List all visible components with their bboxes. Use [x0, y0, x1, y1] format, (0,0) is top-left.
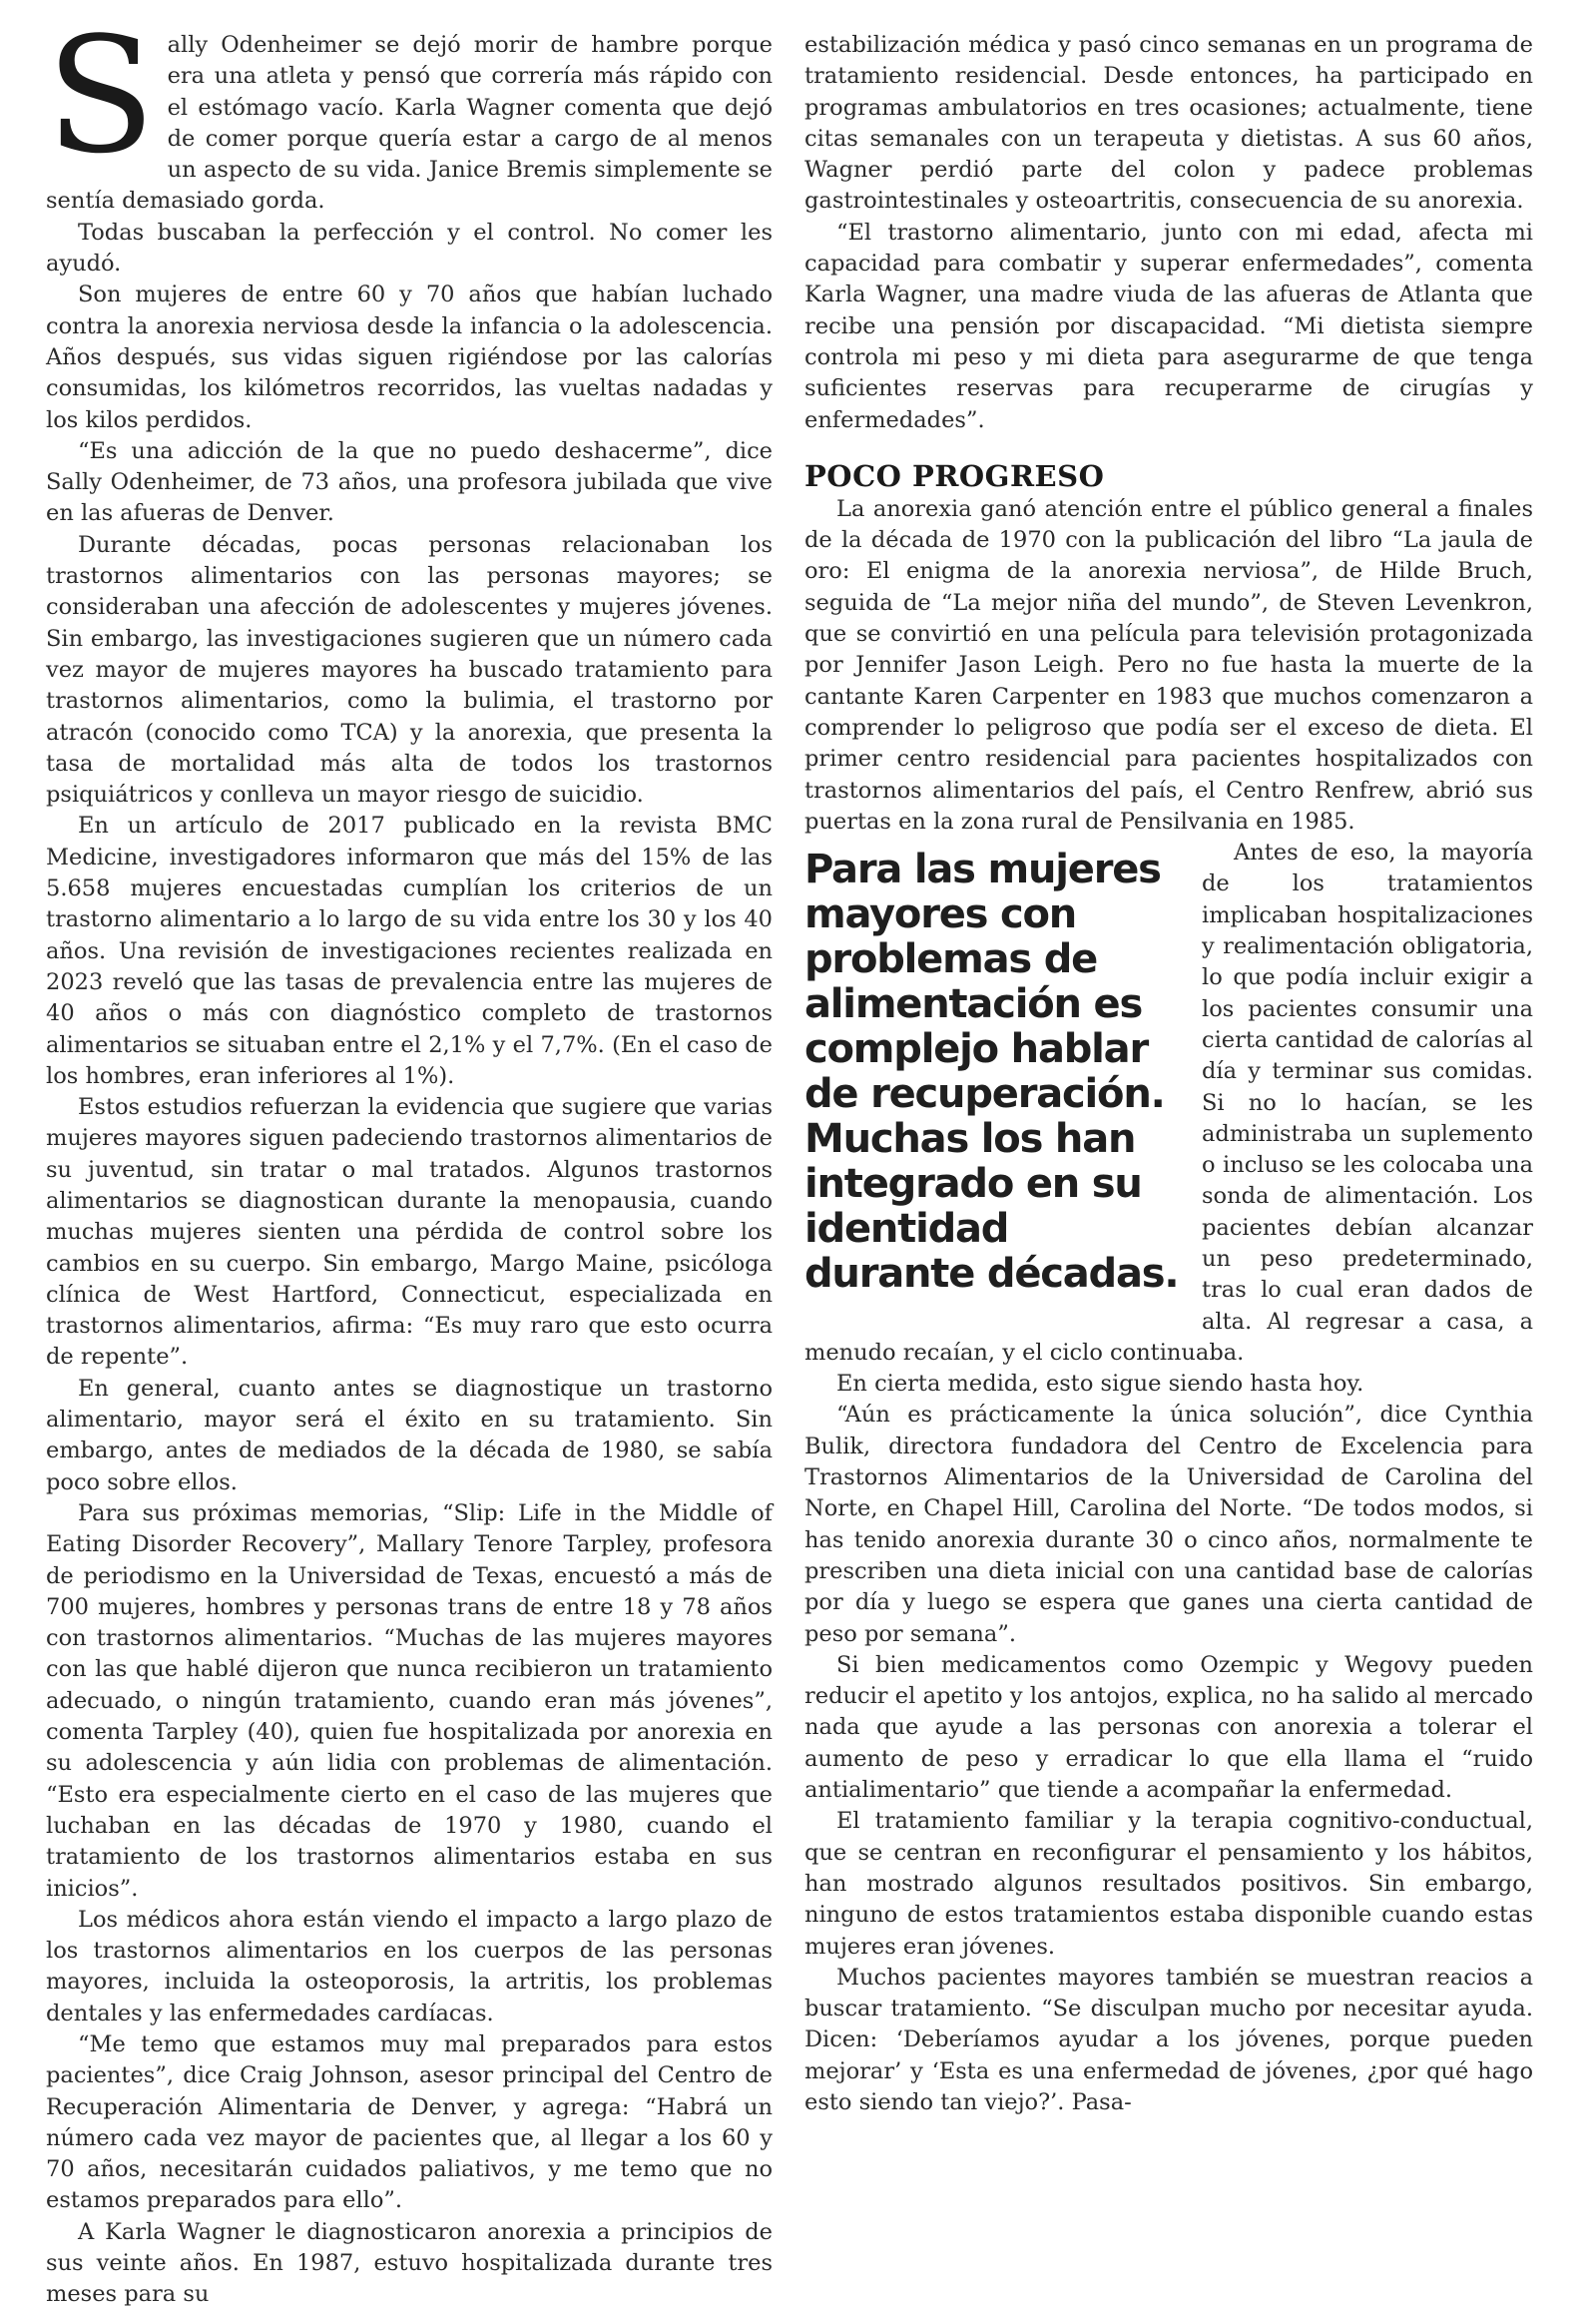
body-paragraph: Todas buscaban la perfección y el control. No comer les ayudó.	[46, 219, 773, 278]
lead-paragraph-text: ally Odenheimer se dejó morir de hambre porque era una atleta y pensó que correría más rápido con el estómago vacío. Karla Wagner comenta que dejó de comer porque quería estar a cargo de al menos un aspecto de su vida. Janice Bremis simplemente se sentía demasiado gorda.	[46, 32, 773, 215]
body-paragraph: Los médicos ahora están viendo el impacto a largo plazo de los trastornos alimentarios en los cuerpos de las personas mayores, incluida la osteoporosis, la artritis, los problemas dentales y las enfermedades cardíacas.	[46, 1906, 773, 2026]
lead-paragraph	[46, 2, 773, 218]
body-paragraph: Antes de eso, la mayoría de los tratamientos implicaban hospitalizaciones y realimentación obligatoria, lo que podía incluir exigir a los pacientes consumir una cierta cantidad de calorías al día y terminar sus comidas. Si no lo hacían, se les administraba un suplemento o incluso se les colocaba una sonda de alimentación. Los pacientes debían alcanzar un peso predeterminado, tras lo cual eran dados de alta. Al regresar a casa, a menudo recaían, y el ciclo continuaba.	[804, 840, 1533, 1366]
body-paragraph: “Aún es prácticamente la única solución”, dice Cynthia Bulik, directora fundadora del Centro de Excelencia para Trastornos Alimentarios de la Universidad de Carolina del Norte, en Chapel Hill, Carolina del Norte. “De todos modos, si has tenido anorexia durante 30 o cinco años, normalmente te prescriben una dieta inicial con una cantidad base de calorías por día y luego se espera que ganes una cierta cantidad de peso por semana”.	[804, 1402, 1533, 1647]
body-paragraph: “Me temo que estamos muy mal preparados para estos pacientes”, dice Craig Johnson, asesor principal del Centro de Recuperación Alimentaria de Denver, y agrega: “Habrá un número cada vez mayor de pacientes que, al llegar a los 60 y 70 años, necesitarán cuidados paliativos, y me temo que no estamos preparados para ello”.	[46, 2031, 773, 2214]
body-paragraph: En un artículo de 2017 publicado en la revista BMC Medicine, investigadores informaron que más del 15% de las 5.658 mujeres encuestadas cumplían los criterios de un trastorno alimentario a lo largo de su vida entre los 30 y los 40 años. Una revisión de investigaciones recientes realizada en 2023 reveló que las tasas de prevalencia entre las mujeres de 40 años o más con diagnóstico completo de trastornos alimentarios se situaban entre el 2,1% y el 7,7%. (En el caso de los hombres, eran inferiores al 1%).	[46, 813, 773, 1089]
body-paragraph: Durante décadas, pocas personas relacionaban los trastornos alimentarios con las personas mayores; se consideraban una afección de adolescentes y mujeres jóvenes. Sin embargo, las investigaciones sugieren que un número cada vez mayor de mujeres mayores ha buscado tratamiento para trastornos alimentarios, como la bulimia, el trastorno por atracón (conocido como TCA) y la anorexia, que presenta la tasa de mortalidad más alta de todos los trastornos psiquiátricos y conlleva un mayor riesgo de suicidio.	[46, 531, 773, 809]
body-paragraph: El tratamiento familiar y la terapia cognitivo-conductual, que se centran en reconfigurar el pensamiento y los hábitos, han mostrado algunos resultados positivos. Sin embargo, ninguno de estos tratamientos estaba disponible cuando estas mujeres eran jóvenes.	[804, 1808, 1533, 1960]
body-paragraph: “Es una adicción de la que no puedo deshacerme”, dice Sally Odenheimer, de 73 años, una profesora jubilada que vive en las afueras de Denver.	[46, 437, 773, 527]
body-paragraph: A Karla Wagner le diagnosticaron anorexia a principios de sus veinte años. En 1987, estuvo hospitalizada durante tres meses para su	[46, 2218, 773, 2308]
right-column	[804, 30, 1533, 2118]
body-paragraph: Muchos pacientes mayores también se muestran reacios a buscar tratamiento. “Se disculpan mucho por necesitar ayuda. Dicen: ‘Deberíamos ayudar a los jóvenes, porque pueden mejorar’ y ‘Esta es una enfermedad de jóvenes, ¿por qué hago esto siendo tan viejo?’. Pasa-	[804, 1964, 1533, 2115]
section-heading: POCO PROGRESO	[804, 458, 1105, 493]
left-column	[46, 2, 773, 2311]
body-paragraph: Son mujeres de entre 60 y 70 años que habían luchado contra la anorexia nerviosa desde la infancia o la adolescencia. Años después, sus vidas siguen rigiéndose por las calorías consumidas, los kilómetros recorridos, las vueltas nadadas y los kilos perdidos.	[46, 282, 773, 433]
continuation-paragraph: estabilización médica y pasó cinco semanas en un programa de tratamiento residencial. Desde entonces, ha participado en programas ambulatorios en tres ocasiones; actualmente, tiene citas semanales con un terapeuta y dietistas. A sus 60 años, Wagner perdió parte del colon y padece problemas gastrointestinales y osteoartritis, consecuencia de su anorexia.	[804, 32, 1533, 215]
body-paragraph: En cierta medida, esto sigue siendo hasta hoy.	[836, 1371, 1364, 1398]
body-paragraph: “El trastorno alimentario, junto con mi edad, afecta mi capacidad para combatir y superar enfermedades”, comenta Karla Wagner, una madre viuda de las afueras de Atlanta que recibe una pensión por discapacidad. “Mi dietista siempre controla mi peso y mi dieta para asegurarme de que tenga suficientes reservas para recuperarme de cirugías y enfermedades”.	[804, 219, 1533, 433]
body-paragraph: En general, cuanto antes se diagnostique un trastorno alimentario, mayor será el éxito en su tratamiento. Sin embargo, antes de mediados de la década de 1980, se sabía poco sobre ellos.	[46, 1375, 773, 1495]
body-paragraph: La anorexia ganó atención entre el público general a finales de la década de 1970 con la publicación del libro “La jaula de oro: El enigma de la anorexia nerviosa”, de Hilde Bruch, seguida de “La mejor niña del mundo”, de Steven Levenkron, que se convirtió en una película para televisión protagonizada por Jennifer Jason Leigh. Pero no fue hasta la muerte de la cantante Karen Carpenter en 1983 que muchos comenzaron a comprender lo peligroso que podía ser el exceso de dieta. El primer centro residencial para pacientes hospitalizados con trastornos alimentarios del país, el Centro Renfrew, abrió sus puertas en la zona rural de Pensilvania en 1985.	[804, 495, 1533, 835]
body-paragraph: Estos estudios refuerzan la evidencia que sugiere que varias mujeres mayores siguen padeciendo trastornos alimentarios de su juventud, sin tratar o mal tratados. Algunos trastornos alimentarios se diagnostican durante la menopausia, cuando muchas mujeres sienten una pérdida de control sobre los cambios en su cuerpo. Sin embargo, Margo Maine, psicóloga clínica de West Hartford, Connecticut, especializada en trastornos alimentarios, afirma: “Es muy raro que esto ocurra de repente”.	[46, 1094, 773, 1371]
body-paragraph: Para sus próximas memorias, “Slip: Life in the Middle of Eating Disorder Recovery”, Mallary Tenore Tarpley, profesora de periodismo en la Universidad de Texas, encuestó a más de 700 mujeres, hombres y personas trans de entre 18 y 78 años con trastornos alimentarios. “Muchas de las mujeres mayores con las que hablé dijeron que nunca recibieron un tratamiento adecuado, o ningún tratamiento, cuando eran más jóvenes”, comenta Tarpley (40), quien fue hospitalizada por anorexia en su adolescencia y aún lidia con problemas de alimentación. “Esto era especialmente cierto en el caso de las mujeres que luchaban en las décadas de 1970 y 1980, cuando el tratamiento de los trastornos alimentarios estaba en sus inicios”.	[46, 1499, 773, 1902]
body-paragraph: Si bien medicamentos como Ozempic y Wegovy pueden reducir el apetito y los antojos, explica, no ha salido al mercado nada que ayude a las personas con anorexia a tolerar el aumento de peso y erradicar lo que ella llama el “ruido antialimentario” que tiende a acompañar la enfermedad.	[804, 1651, 1533, 1804]
dropcap: S	[46, 2, 156, 189]
pull-quote: Para las mujeres mayores con problemas de alimentación es complejo hablar de recuperación. Muchas los han integrado en su identidad durante décadas.	[804, 847, 1179, 1298]
